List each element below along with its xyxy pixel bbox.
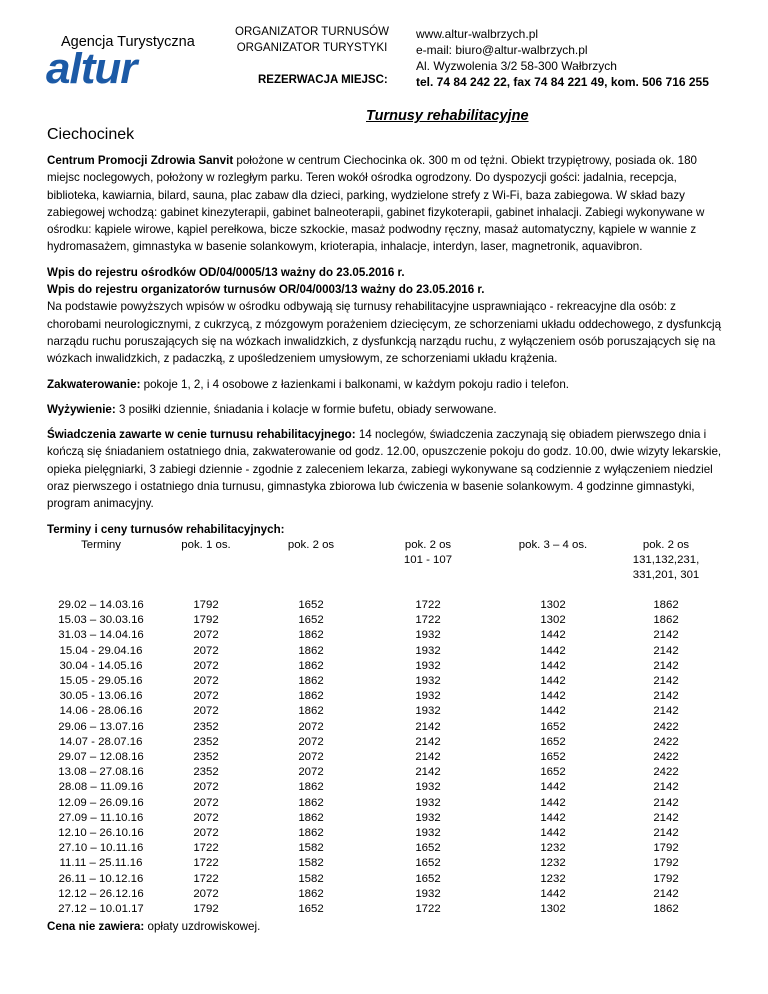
price-cell: 2422: [653, 735, 679, 748]
price-cell: 1932: [415, 826, 441, 839]
term-cell: 15.04 - 29.04.16: [59, 644, 143, 657]
price-cell: 1232: [540, 842, 566, 855]
table-row: [43, 674, 713, 689]
table-row: [43, 720, 713, 735]
term-cell: 28.08 – 11.09.16: [58, 781, 144, 794]
price-cell: 1652: [540, 720, 566, 733]
facility-name: Centrum Promocji Zdrowia Sanvit: [47, 154, 234, 167]
term-cell: 27.12 – 10.01.17: [58, 903, 144, 915]
header-single-room: pok. 1 os.: [181, 538, 231, 551]
price-table: [43, 538, 713, 917]
accommodation-paragraph: [47, 376, 727, 393]
term-cell: 30.04 - 14.05.16: [59, 659, 143, 672]
reservation-label: REZERWACJA MIEJSC:: [258, 74, 388, 86]
price-cell: 1792: [193, 598, 219, 611]
table-row: [43, 811, 713, 826]
price-cell: 2072: [193, 811, 219, 824]
price-cell: 1722: [415, 598, 441, 611]
price-cell: 1302: [540, 903, 566, 915]
term-cell: 29.06 – 13.07.16: [58, 720, 144, 733]
price-cell: 1652: [415, 842, 441, 855]
price-cell: 1442: [540, 796, 566, 809]
price-cell: 1932: [415, 705, 441, 718]
price-cell: 1442: [540, 644, 566, 657]
term-cell: 14.07 - 28.07.16: [59, 735, 143, 748]
price-cell: 2072: [298, 720, 324, 733]
table-row: [43, 689, 713, 704]
price-cell: 1652: [415, 872, 441, 885]
term-cell: 12.12 – 26.12.16: [58, 887, 144, 900]
table-row: [43, 644, 713, 659]
price-cell: 2142: [415, 720, 441, 733]
price-excludes-text: opłaty uzdrowiskowej.: [144, 920, 261, 934]
price-cell: 2422: [653, 720, 679, 733]
price-cell: 2072: [193, 826, 219, 839]
price-cell: 1862: [298, 705, 324, 718]
price-cell: 2072: [193, 887, 219, 900]
organizer-block: [230, 24, 394, 56]
price-cell: 2072: [193, 781, 219, 794]
price-cell: 2352: [193, 735, 219, 748]
price-cell: 1932: [415, 887, 441, 900]
price-cell: 2142: [653, 781, 679, 794]
price-cell: 2142: [415, 766, 441, 779]
registry-text: Na podstawie powyższych wpisów w ośrodku odbywają się turnusy rehabilitacyjne usprawniająco - rekreacyjne dla osób: z chorobami neurologicznymi, z cukrzycą, z mózgowym porażeniem dziecięcym, ze schorzeniami układu oddechowego, z dysfunkcją narządu ruchu poruszających się na wózkach inwalidzkich, z dysfunkcją narządu ruchu, z wyłączeniem osób poruszających się na wózkach inwalidzkich, z padaczką, z upośledzeniem umysłowym, ze schorzeniami układu krążenia.: [47, 300, 722, 366]
table-row: [43, 598, 713, 613]
term-cell: 12.10 – 26.10.16: [58, 826, 144, 839]
logo-wordmark: [44, 52, 224, 88]
table-row: [43, 659, 713, 674]
price-cell: 1862: [298, 781, 324, 794]
table-row: [43, 780, 713, 795]
price-cell: 1932: [415, 690, 441, 703]
term-cell: 12.09 – 26.09.16: [58, 796, 144, 809]
price-cell: 2142: [415, 750, 441, 763]
price-cell: 2072: [298, 766, 324, 779]
price-cell: 1932: [415, 674, 441, 687]
price-cell: 1792: [653, 872, 679, 885]
table-row: [43, 841, 713, 856]
price-cell: 1932: [415, 796, 441, 809]
price-cell: 2422: [653, 750, 679, 763]
price-cell: 2422: [653, 766, 679, 779]
price-cell: 1862: [298, 644, 324, 657]
price-cell: 2072: [193, 644, 219, 657]
price-cell: 1862: [298, 629, 324, 642]
price-cell: 1932: [415, 811, 441, 824]
price-cell: 1792: [653, 857, 679, 870]
registry-line-1: Wpis do rejestru ośrodków OD/04/0005/13 ważny do 23.05.2016 r.: [47, 265, 405, 279]
price-cell: 1932: [415, 781, 441, 794]
term-cell: 27.10 – 10.11.16: [58, 842, 144, 855]
price-cell: 1652: [415, 857, 441, 870]
table-row: [43, 735, 713, 750]
header-double-room: pok. 2 os: [287, 538, 335, 551]
table-row: [43, 613, 713, 628]
price-cell: 2142: [653, 796, 679, 809]
price-cell: 1862: [298, 887, 324, 900]
price-cell: 2072: [193, 659, 219, 672]
table-row: [43, 856, 713, 871]
price-cell: 1232: [540, 872, 566, 885]
header-double-room-special: pok. 2 os 131,132,231, 331,201, 301: [632, 538, 700, 581]
intro-text: położone w centrum Ciechocinka ok. 300 m od tężni. Obiekt trzypiętrowy, posiada ok. 180 miejsc noclegowych, położony w rozległym parku. Teren wokół ośrodka ogrodzony. Do dyspozycji gości: jadalnia, recepcja, biblioteka, kawiarnia, bilard, sauna, plac zabaw dla dzieci, parking, wydzielone strefy z Wi-Fi, baza zabiegowa. W skład bazy zabiegowej wchodzą: gabinet kinezyterapii, gabinet balneoterapii, gabinet fizykoterapii, gabinet inhalacji. Zabiegi wykonywane w ośrodku: kąpiele wirowe, kąpiel perełkowa, bicze szkockie, masaż podwodny ręczny, masaż automatyczny, kąpiele w wannie z hydromasażem, gimnastyka w basenie solankowym, krioterapia, inhalacje, interdyn, laser, magnetronik, aquavibron.: [47, 154, 705, 254]
price-rows: [43, 598, 713, 917]
organizer-line: ORGANIZATOR TURNUSÓW: [235, 26, 389, 38]
price-cell: 1862: [298, 811, 324, 824]
price-cell: 1442: [540, 705, 566, 718]
email-link[interactable]: e-mail: biuro@altur-walbrzych.pl: [416, 43, 588, 57]
price-cell: 1302: [540, 598, 566, 611]
term-cell: 29.02 – 14.03.16: [58, 598, 144, 611]
price-cell: 1442: [540, 674, 566, 687]
term-cell: 14.06 - 28.06.16: [59, 705, 143, 718]
price-cell: 2142: [415, 735, 441, 748]
price-cell: 2072: [298, 735, 324, 748]
term-cell: 15.03 – 30.03.16: [58, 614, 144, 627]
table-row: [43, 796, 713, 811]
term-cell: 31.03 – 14.04.16: [58, 629, 144, 642]
table-row: [43, 887, 713, 902]
price-cell: 1652: [540, 735, 566, 748]
price-cell: 2352: [193, 720, 219, 733]
website-link[interactable]: www.altur-walbrzych.pl: [416, 27, 539, 41]
price-cell: 2142: [653, 887, 679, 900]
price-cell: 1722: [193, 857, 219, 870]
price-cell: 1582: [298, 842, 324, 855]
price-cell: 2142: [653, 674, 679, 687]
term-cell: 30.05 - 13.06.16: [59, 690, 143, 703]
price-cell: 1652: [298, 614, 324, 627]
price-cell: 1582: [298, 872, 324, 885]
price-cell: 2142: [653, 811, 679, 824]
address: Al. Wyzwolenia 3/2 58-300 Wałbrzych: [416, 59, 617, 73]
price-cell: 1442: [540, 887, 566, 900]
services-text: 14 noclegów, świadczenia zaczynają się obiadem pierwszego dnia i kończą się śniadaniem ostatniego dnia, zakwaterowanie od godz. 12.00, opuszczenie pokoju do godz. 10.00, dwie wizyty lekarskie, opieka pielęgniarki, 3 zabiegi dziennie - zgodnie z zaleceniem lekarza, zabiegi wykonywane są codziennie z wyłączeniem niedziel oraz pierwszego i ostatniego dnia turnusu, gimnastyka zbiorowa lub ćwiczenia w basenie solankowym. 4 godzinne gimnastyki, program animacyjny.: [47, 428, 722, 511]
header-double-room-101-107: pok. 2 os 101 - 107: [403, 538, 453, 566]
price-cell: 1442: [540, 629, 566, 642]
table-row: [43, 765, 713, 780]
price-cell: 1932: [415, 659, 441, 672]
meals-text: 3 posiłki dziennie, śniadania i kolacje w formie bufetu, obiady serwowane.: [115, 402, 497, 416]
price-cell: 2142: [653, 705, 679, 718]
price-cell: 2072: [193, 796, 219, 809]
price-cell: 2142: [653, 644, 679, 657]
document-body: [47, 152, 727, 936]
price-cell: 2142: [653, 629, 679, 642]
table-header-row: [43, 538, 713, 598]
header-terms: Terminy: [81, 538, 121, 551]
price-cell: 1442: [540, 826, 566, 839]
table-row: [43, 704, 713, 719]
price-cell: 1582: [298, 857, 324, 870]
price-cell: 1792: [653, 842, 679, 855]
price-cell: 2072: [193, 674, 219, 687]
term-cell: 15.05 - 29.05.16: [59, 674, 143, 687]
meals-paragraph: [47, 401, 727, 418]
meals-label: Wyżywienie:: [47, 402, 116, 416]
price-excludes: [47, 918, 727, 935]
price-cell: 1652: [540, 766, 566, 779]
price-cell: 1862: [653, 614, 679, 627]
price-cell: 1862: [298, 690, 324, 703]
svg-text:altur: altur: [46, 52, 137, 88]
price-cell: 1232: [540, 857, 566, 870]
header-triple-quad-room: pok. 3 – 4 os.: [518, 538, 588, 551]
table-row: [43, 750, 713, 765]
price-cell: 1722: [193, 872, 219, 885]
price-cell: 1862: [653, 903, 679, 915]
price-cell: 1932: [415, 629, 441, 642]
table-row: [43, 826, 713, 841]
table-row: [43, 872, 713, 887]
price-cell: 2142: [653, 826, 679, 839]
registry-paragraph: [47, 264, 727, 368]
price-cell: 1862: [298, 659, 324, 672]
term-cell: 29.07 – 12.08.16: [58, 750, 144, 763]
price-cell: 1652: [298, 903, 324, 915]
price-excludes-label: Cena nie zawiera:: [47, 920, 145, 934]
price-cell: 2352: [193, 766, 219, 779]
term-cell: 26.11 – 10.12.16: [58, 872, 144, 885]
price-cell: 1442: [540, 811, 566, 824]
price-cell: 1722: [415, 614, 441, 627]
logo-caption: Agencja Turystyczna: [61, 34, 195, 50]
price-cell: 1652: [298, 598, 324, 611]
contact-block: [416, 26, 709, 90]
term-cell: 11.11 – 25.11.16: [59, 857, 143, 870]
phone-numbers: tel. 74 84 242 22, fax 74 84 221 49, kom. 506 716 255: [416, 75, 709, 89]
page-title: Turnusy rehabilitacyjne: [366, 108, 529, 124]
price-cell: 1442: [540, 690, 566, 703]
price-cell: 1442: [540, 659, 566, 672]
price-cell: 1792: [193, 614, 219, 627]
term-cell: 27.09 – 11.10.16: [58, 811, 144, 824]
price-cell: 1652: [540, 750, 566, 763]
price-cell: 1722: [415, 903, 441, 915]
services-paragraph: [47, 426, 727, 512]
term-cell: 13.08 – 27.08.16: [58, 766, 144, 779]
price-cell: 2142: [653, 659, 679, 672]
intro-paragraph: [47, 152, 727, 256]
price-cell: 1862: [653, 598, 679, 611]
registry-line-2: Wpis do rejestru organizatorów turnusów OR/04/0003/13 ważny do 23.05.2016 r.: [47, 283, 485, 297]
organizer-line: ORGANIZATOR TURYSTYKI: [236, 42, 388, 54]
price-cell: 2072: [193, 690, 219, 703]
price-cell: 2072: [193, 705, 219, 718]
price-cell: 2142: [653, 690, 679, 703]
price-cell: 2072: [193, 629, 219, 642]
table-row: [43, 628, 713, 643]
price-cell: 1862: [298, 796, 324, 809]
price-cell: 1862: [298, 674, 324, 687]
table-caption: Terminy i ceny turnusów rehabilitacyjnych:: [47, 522, 285, 536]
price-cell: 1442: [540, 781, 566, 794]
price-cell: 1792: [193, 903, 219, 915]
services-label: Świadczenia zawarte w cenie turnusu rehabilitacyjnego:: [47, 428, 356, 442]
accommodation-label: Zakwaterowanie:: [47, 377, 141, 391]
agency-logo[interactable]: [44, 28, 224, 88]
price-cell: 1722: [193, 842, 219, 855]
price-cell: 1862: [298, 826, 324, 839]
price-cell: 1302: [540, 614, 566, 627]
price-cell: 2072: [298, 750, 324, 763]
price-cell: 2352: [193, 750, 219, 763]
price-cell: 1932: [415, 644, 441, 657]
city-heading: Ciechocinek: [47, 126, 135, 143]
table-row: [43, 902, 713, 917]
accommodation-text: pokoje 1, 2, i 4 osobowe z łazienkami i balkonami, w każdym pokoju radio i telefon.: [140, 377, 569, 391]
